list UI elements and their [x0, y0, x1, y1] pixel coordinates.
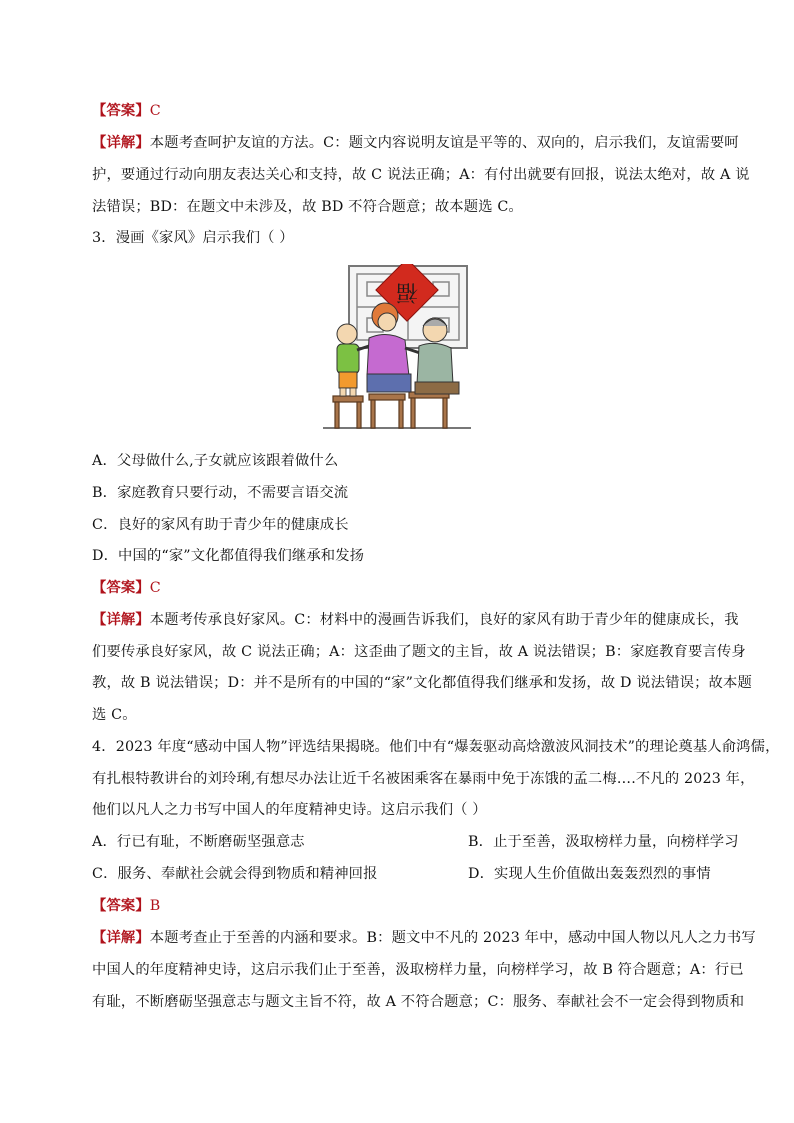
q3-detail-line-3: 教，故 B 说法错误；D：并不是所有的中国的“家”文化都值得我们继承和发扬，故 D 说法错误；故本题: [92, 675, 752, 691]
q4-options-row-2: [92, 865, 724, 883]
q4-detail-line-2: 中国人的年度精神史诗，这启示我们止于至善，汲取榜样力量，向榜样学习，故 B 符合题意；A：行已: [92, 962, 744, 978]
q2-detail-line-1: [92, 134, 739, 152]
detail-tag: 【详解】: [92, 135, 150, 151]
answer-value: B: [149, 898, 161, 914]
detail-tag: 【详解】: [92, 930, 150, 946]
q2-detail-line-2: 护，要通过行动向朋友表达关心和支持，故 C 说法正确；A：有付出就要有回报，说法太绝对，故 A 说: [92, 167, 750, 183]
q2-answer: [92, 102, 724, 120]
answer-tag: 【答案】: [92, 898, 150, 914]
q4-options-row-1: [92, 833, 739, 851]
q4-option-a: A．行已有耻，不断磨砺坚强意志: [92, 834, 305, 850]
answer-value: C: [149, 103, 161, 119]
q4-option-c: C．服务、奉献社会就会得到物质和精神回报: [92, 866, 378, 882]
q4-option-d: D．实现人生价值做出轰轰烈烈的事情: [468, 866, 711, 882]
detail-tag: 【详解】: [92, 612, 150, 628]
answer-tag: 【答案】: [92, 103, 150, 119]
q4-option-b: B．止于至善，汲取榜样力量，向榜样学习: [468, 834, 739, 850]
fu-character: 福: [395, 279, 419, 304]
q4-answer: [92, 897, 724, 915]
answer-tag: 【答案】: [92, 580, 150, 596]
q4-stem-line-1: 4．2023 年度“感动中国人物”评选结果揭晓。他们中有“爆轰驱动高焓激波风洞技术”的理论奠基人俞鸿儒，: [92, 739, 780, 755]
q4-stem-line-3: 他们以凡人之力书写中国人的年度精神史诗。这启示我们（ ）: [92, 802, 487, 818]
q3-detail-line-2: 们要传承良好家风，故 C 说法正确；A：这歪曲了题文的主旨，故 A 说法错误；B：家庭教育要言传身: [92, 644, 746, 660]
detail-text: 本题考传承良好家风。C：材料中的漫画告诉我们，良好的家风有助于青少年的健康成长，我: [149, 612, 739, 628]
q4-stem-line-2: 有扎根特教讲台的刘玲琍,有想尽办法让近千名被困乘客在暴雨中免于冻饿的孟二梅….不凡的 2023 年，: [92, 771, 755, 787]
q3-option-a: A．父母做什么,子女就应该跟着做什么: [92, 453, 339, 469]
q2-detail-line-3: 法错误；BD：在题文中未涉及，故 BD 不符合题意；故本题选 C。: [92, 199, 523, 215]
detail-text: 本题考查呵护友谊的方法。C：题文内容说明友谊是平等的、双向的，启示我们，友谊需要呵: [149, 135, 739, 151]
q3-answer: [92, 579, 724, 597]
answer-value: C: [149, 580, 161, 596]
q3-option-c: C．良好的家风有助于青少年的健康成长: [92, 517, 349, 533]
q3-detail-line-1: [92, 611, 739, 629]
q4-detail-line-1: [92, 929, 756, 947]
q3-option-b: B．家庭教育只要行动，不需要言语交流: [92, 485, 349, 501]
q3-option-d: D．中国的“家”文化都值得我们继承和发扬: [92, 548, 365, 564]
q3-detail-line-4: 选 C。: [92, 707, 137, 723]
q4-detail-line-3: 有耻，不断磨砺坚强意志与题文主旨不符，故 A 不符合题意；C：服务、奉献社会不一定会得到物质和: [92, 994, 745, 1010]
family-comic-illustration: [323, 264, 471, 431]
q3-stem: 3．漫画《家风》启示我们（ ）: [92, 230, 294, 246]
detail-text: 本题考查止于至善的内涵和要求。B：题文中不凡的 2023 年中，感动中国人物以凡人之力书写: [149, 930, 756, 946]
